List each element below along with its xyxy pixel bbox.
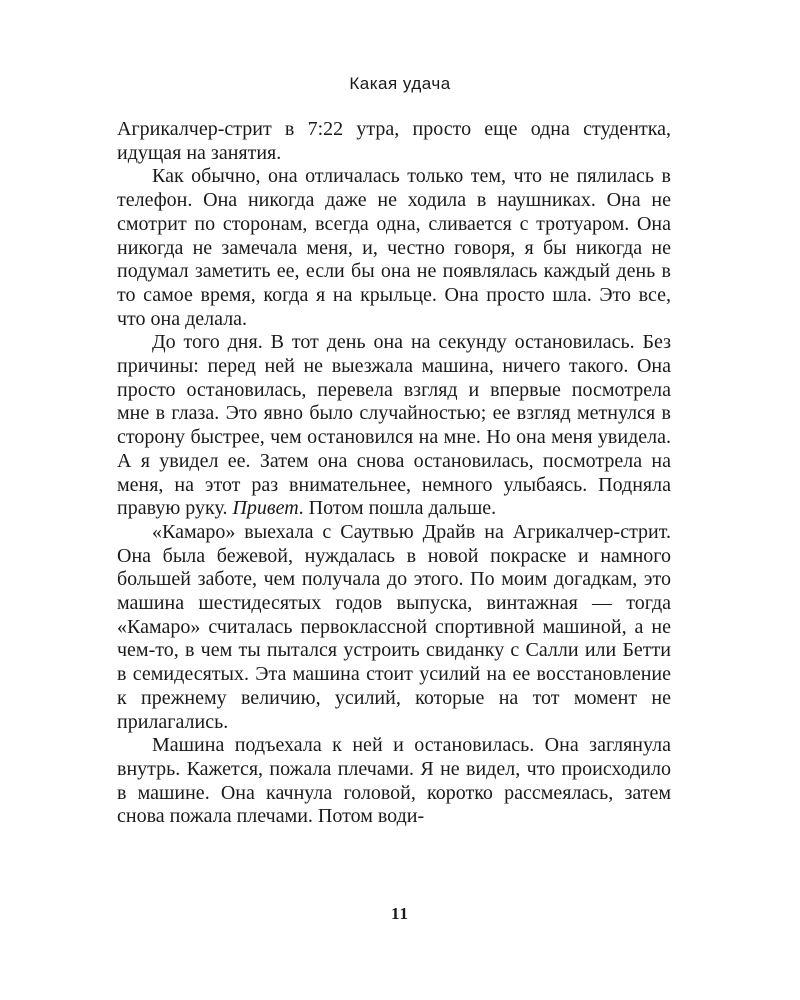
- paragraph-5: Машина подъехала к ней и остановилась. Она заглянула внутрь. Кажется, пожала плечами. Я не видел, что происходило в машине. Она качнула головой, коротко рассмеялась, затем снова пожала плечами. Потом води-: [117, 734, 671, 828]
- paragraph-4: «Камаро» выехала с Саутвью Драйв на Агрикалчер-стрит. Она была бежевой, нуждалась в новой покраске и намного большей заботе, чем получала до этого. По моим догадкам, это машина шестидесятых годов выпуска, винтажная — тогда «Камаро» считалась первоклассной спортивной машиной, а не чем-то, в чем ты пытался устроить свиданку с Салли или Бетти в семидесятых. Эта машина стоит усилий на ее восстановление к прежнему величию, усилий, которые на тот момент не прилагались.: [117, 520, 671, 733]
- page-number: 11: [390, 904, 410, 923]
- paragraph-3-text-end: . Потом пошла дальше.: [298, 497, 497, 520]
- paragraph-1: Агрикалчер-стрит в 7:22 утра, просто еще одна студентка, идущая на занятия.: [117, 118, 671, 164]
- paragraph-2: Как обычно, она отличалась только тем, что не пялилась в телефон. Она никогда даже не ходила в наушниках. Она не смотрит по сторонам, всегда одна, сливается с тротуаром. Она никогда не замечала меня, и, честно говоря, я бы никогда не подумал заметить ее, если бы она не появлялась каждый день в то самое время, когда я на крыльце. Она просто шла. Это все, что она делала.: [117, 165, 671, 330]
- paragraph-3-text-start: До того дня. В тот день она на секунду остановилась. Без причины: перед ней не выезжала машина, ничего такого. Она просто остановилась, перевела взгляд и впервые посмотрела мне в глаза. Это явно было случайностью; ее взгляд метнулся в сторону быстрее, чем остановился на мне. Но она меня увидела. А я увидел ее. Затем она снова остановилась, посмотрела на меня, на этот раз внимательнее, немного улыбаясь. Подняла правую руку.: [117, 331, 671, 520]
- paragraph-3: [117, 331, 671, 521]
- paragraph-3-emphasis: Привет: [232, 497, 299, 520]
- running-header-title: Какая удача: [349, 74, 451, 93]
- body-text: [117, 118, 671, 829]
